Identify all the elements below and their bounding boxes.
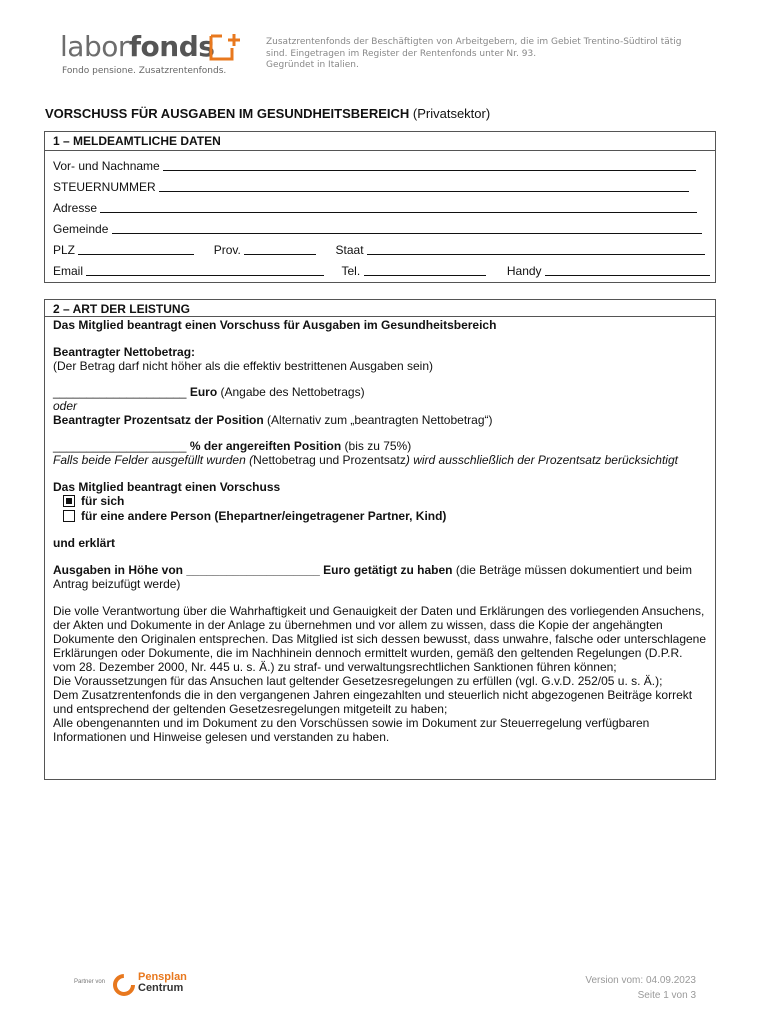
net-amount-note: (Der Betrag darf nicht höher als die effektiv bestrittenen Ausgaben sein) [53, 359, 433, 373]
declares-label: und erklärt [53, 536, 116, 550]
mobile-label: Handy [506, 264, 542, 278]
tax-label: STEUERNUMMER [53, 180, 156, 194]
section-personal-data [44, 131, 716, 283]
version-info [585, 973, 696, 1003]
declaration-paragraph: Die volle Verantwortung über die Wahrhaftigkeit und Genauigkeit der Daten und Erklärungen des vorliegenden Ansuchens, der Akten und Dokumente in der Anlage zu übernehmen und vor allem zu wissen, dass die Kopie der angehängten Dokumente den Originalen entsprechen. Das Mitglied ist sich dessen bewusst, dass unwahre, falsche oder unterschlagene Erklärungen oder Dokumente, die im Nachhinein dennoch ermittelt wurden, gemäß den geltenden Regelungen (D.P.R. vom 28. Dezember 2000, Nr. 445 u. s. Ä.) zu straf- und verwaltungsrechtlichen Sanktionen führen können; [53, 604, 707, 674]
municipality-field[interactable] [112, 233, 702, 234]
option-other[interactable]: für eine andere Person (Ehepartner/eingetragener Partner, Kind) [53, 509, 707, 523]
address-label: Adresse [53, 201, 98, 215]
page-title: VORSCHUSS FÜR AUSGABEN IM GESUNDHEITSBEREICH (Privatsektor) [45, 106, 491, 121]
header-info-line: Gegründet in Italien. [266, 60, 359, 70]
logo-wordmark: laborfonds [60, 30, 215, 63]
page-number: Seite 1 von 3 [637, 990, 696, 1001]
location-row [53, 243, 705, 257]
advance-for-label: Das Mitglied beantragt einen Vorschuss [53, 480, 281, 494]
pensplan-logo [74, 971, 214, 997]
net-amount-label: Beantragter Nettobetrag: [53, 345, 196, 359]
municipality-label: Gemeinde [53, 222, 109, 236]
address-row [53, 201, 697, 215]
section-heading: 2 – ART DER LEISTUNG [45, 300, 715, 316]
section-service-type [44, 299, 716, 780]
both-fields-note: Falls beide Felder ausgefüllt wurden (Nettobetrag und Prozentsatz) wird ausschließlich der Prozentsatz berücksichtigt [53, 453, 678, 467]
tel-label: Tel. [341, 264, 361, 278]
mobile-field[interactable] [545, 275, 710, 276]
municipality-row [53, 222, 702, 236]
prov-label: Prov. [213, 243, 241, 257]
tax-row [53, 180, 689, 194]
email-label: Email [53, 264, 84, 278]
checkbox-self[interactable] [63, 495, 75, 507]
header-info [266, 37, 686, 72]
or-text: oder [53, 399, 78, 413]
partner-label: Partner von [74, 979, 106, 985]
tel-field[interactable] [364, 275, 486, 276]
email-field[interactable] [86, 275, 324, 276]
declaration-paragraph: Alle obengenannten und im Dokument zu den Vorschüssen sowie im Dokument zur Steuerregelung verfügbaren Informationen und Hinweise gelesen und verstanden zu haben. [53, 716, 650, 744]
name-label: Vor- und Nachname [53, 159, 160, 173]
logo-bracket-plus-icon [208, 32, 242, 62]
option-self[interactable]: für sich [53, 494, 707, 508]
pensplan-wordmark: Pensplan Centrum [138, 971, 187, 994]
prov-field[interactable] [244, 254, 316, 255]
name-field[interactable] [163, 170, 696, 171]
percent-row[interactable]: ____________________ % der angereiften Position (bis zu 75%) [53, 439, 412, 453]
address-field[interactable] [100, 212, 697, 213]
pensplan-icon [112, 973, 136, 997]
net-amount-row[interactable]: ____________________ Euro (Angabe des Nettobetrags) [53, 385, 365, 399]
contact-row [53, 264, 710, 278]
zip-field[interactable] [78, 254, 194, 255]
percent-label: Beantragter Prozentsatz der Position (Alternativ zum „beantragten Nettobetrag“) [53, 413, 493, 427]
version-date: Version vom: 04.09.2023 [585, 975, 696, 986]
section-subheading: Das Mitglied beantragt einen Vorschuss für Ausgaben im Gesundheitsbereich [45, 316, 715, 332]
declaration-paragraph: Dem Zusatzrentenfonds die in den vergangenen Jahren eingezahlten und steuerlich nicht abgezogenen Beiträge korrekt und entsprechend der geltenden Gesetzesregelungen mitgeteilt zu haben; [53, 688, 693, 716]
logo-subtitle: Fondo pensione. Zusatzrentenfonds. [62, 66, 227, 76]
header-info-line: Zusatzrentenfonds der Beschäftigten von Arbeitgebern, die im Gebiet Trentino-Südtirol tätig [266, 37, 682, 47]
name-row [53, 159, 696, 173]
state-label: Staat [335, 243, 364, 257]
laborfonds-logo [60, 30, 260, 80]
declaration-paragraph: Die Voraussetzungen für das Ansuchen laut geltender Gesetzesregelungen zu erfüllen (vgl. G.v.D. 252/05 u. s. Ä.); [53, 674, 663, 688]
checkbox-other[interactable] [63, 510, 75, 522]
zip-label: PLZ [53, 243, 76, 257]
tax-field[interactable] [159, 191, 689, 192]
section-heading: 1 – MELDEAMTLICHE DATEN [45, 132, 715, 151]
expenses-statement[interactable]: Ausgaben in Höhe von ____________________ Euro getätigt zu haben (die Beträge müssen dokumentiert und beim Antrag beizufügt werde) [53, 563, 692, 591]
header-info-line: sind. Eingetragen im Register der Rentenfonds unter Nr. 93. [266, 48, 537, 59]
state-field[interactable] [367, 254, 705, 255]
